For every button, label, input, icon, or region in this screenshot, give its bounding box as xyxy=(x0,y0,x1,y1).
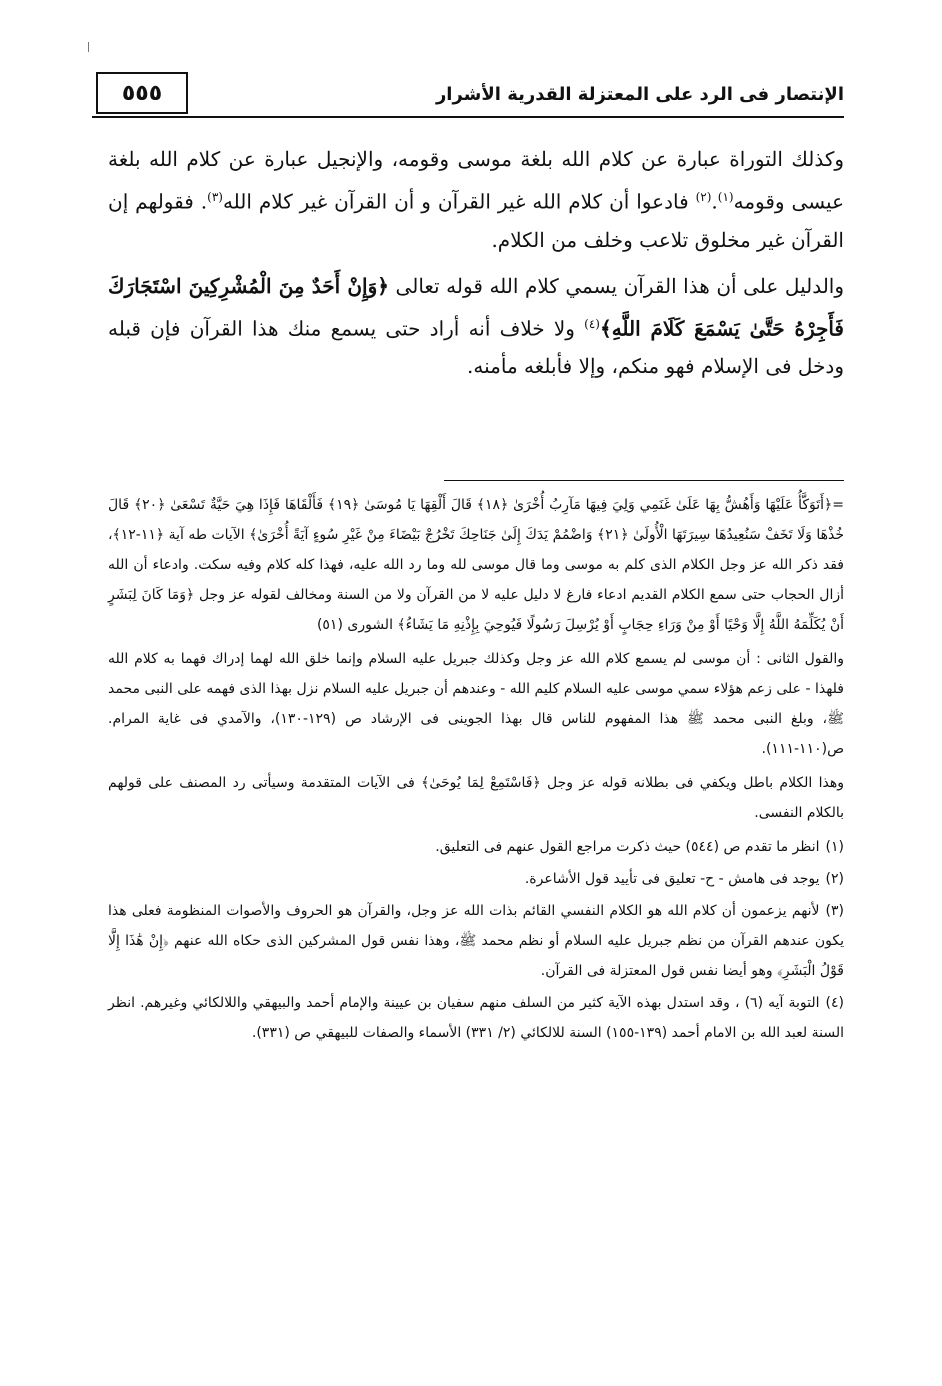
footnote-continuation-1: =﴿أَتَوَكَّأُ عَلَيْهَا وَأَهُشُّ بِهَا عَلَىٰ غَنَمِي وَلِيَ فِيهَا مَآرِبُ أُخْرَىٰ ﴿١٨﴾ قَالَ أَلْقِهَا يَا مُوسَىٰ ﴿١٩﴾ فَأَلْقَاهَا فَإِذَا هِيَ حَيَّةٌ تَسْعَىٰ ﴿٢٠﴾ قَالَ خُذْهَا وَلَا تَخَفْ سَنُعِيدُهَا سِيرَتَهَا الْأُولَىٰ ﴿٢١﴾ وَاضْمُمْ يَدَكَ إِلَىٰ جَنَاحِكَ تَخْرُجْ بَيْضَاءَ مِنْ غَيْرِ سُوءٍ آيَةً أُخْرَىٰ﴾ الآيات طه آية ﴿١١-١٢﴾، فقد ذكر الله عز وجل الكلام الذى كلم به موسى وما قال موسى لله وما رد الله عليه، فهذا كله كلام وفيه سكت. وادعاء أن الله أزال الحجاب حتى سمع الكلام القديم ادعاء فارغ لا دليل عليه لا من القرآن ولا من السنة ومخالف لقوله عز وجل ﴿وَمَا كَانَ لِبَشَرٍ أَنْ يُكَلِّمَهُ اللَّهُ إِلَّا وَحْيًا أَوْ مِنْ وَرَاءِ حِجَابٍ أَوْ يُرْسِلَ رَسُولًا فَيُوحِيَ بِإِذْنِهِ مَا يَشَاءُ﴾ الشورى (٥١) xyxy=(108,497,844,633)
footnote-ref-3: (٣) xyxy=(207,190,223,204)
header-rule xyxy=(92,116,844,118)
footnote-2-number: (٢) xyxy=(825,871,844,887)
footnote-2-text: يوجد فى هامش - ح- تعليق فى تأييد قول الأشاعرة. xyxy=(524,871,820,887)
footnote-3 xyxy=(108,896,844,986)
paragraph-2 xyxy=(108,267,844,386)
footnote-1-text: انظر ما تقدم ص (٥٤٤) حيث ذكرت مراجع القول عنهم فى التعليق. xyxy=(435,839,820,855)
footnote-ref-1: (١) xyxy=(717,190,734,204)
footnote-4 xyxy=(108,988,844,1048)
footnote-2 xyxy=(108,864,844,894)
page-number-box xyxy=(96,72,188,114)
footnote-continuation-3: وهذا الكلام باطل ويكفي فى بطلانه قوله عز وجل ﴿فَاسْتَمِعْ لِمَا يُوحَىٰ﴾ فى الآيات المتقدمة وسيأتى رد المصنف على قولهم بالكلام النفسى. xyxy=(108,775,844,821)
footnote-4-number: (٤) xyxy=(825,995,845,1011)
scan-mark xyxy=(88,42,89,52)
footnote-1 xyxy=(108,832,844,862)
paragraph-1-text-3: . فقولهم إن القرآن غير مخلوق تلاعب وخلف من الكلام. xyxy=(108,189,844,252)
footnote-4-text: التوبة آيه (٦) ، وقد استدل بهذه الآية كثير من السلف منهم سفيان بن عيينة والإمام أحمد والبيهقي واللالكائي وغيرهم. انظر السنة لعبد الله بن الامام أحمد (١٣٩-١٥٥) السنة للالكائي (٢/ ٣٣١) الأسماء والصفات للبيهقي ص (٣٣١). xyxy=(108,995,844,1041)
page-number: ٥٥٥ xyxy=(121,80,163,106)
footnote-ref-4: (٤) xyxy=(584,316,600,331)
footnote-3-number: (٣) xyxy=(825,903,844,919)
quran-verse: ﴿وَإِنْ أَحَدٌ مِنَ الْمُشْرِكِينَ اسْتَجَارَكَ فَأَجِرْهُ حَتَّىٰ يَسْمَعَ كَلَامَ اللَّهِ﴾ xyxy=(108,273,844,341)
page-header xyxy=(92,72,844,124)
footnotes xyxy=(108,490,844,1048)
running-title: الإنتصار فى الرد على المعتزلة القدرية الأشرار xyxy=(435,84,844,105)
footnote-ref-2: (٢) xyxy=(695,190,712,204)
paragraph-1: وكذلك التوراة عبارة عن كلام الله بلغة موسى وقومه، والإنجيل عبارة عن كلام الله بلغة عيسى وقومه$^{(١)}$.$^{(٢)}$ فادعوا أن كلام الله غير القرآن و أن القرآن غير كلام الله$^{(٣)}$. فقولهم إن القرآن غير مخلوق تلاعب وخلف من الكلام. xyxy=(108,147,845,252)
footnote-3-text: لأنهم يزعمون أن كلام الله هو الكلام النفسي القائم بذات الله عز وجل، والقرآن هو الحروف والأصوات المنظومة فعلى هذا يكون عندهم القرآن من نظم جبريل عليه السلام أو نظم محمد ﷺ، وهذا نفس قول المشركين الذى حكاه الله عنهم ﴿إِنْ هَٰذَا إِلَّا قَوْلُ الْبَشَرِ﴾ وهو أيضا نفس قول المعتزلة فى القرآن. xyxy=(108,903,844,979)
footnote-separator xyxy=(444,480,844,481)
paragraph-2-text: والدليل على أن هذا القرآن يسمي كلام الله قوله تعالى xyxy=(389,273,845,298)
paragraph-1-text-2: فادعوا أن كلام الله غير القرآن و أن القرآن غير كلام الله xyxy=(222,189,696,214)
paragraph-2-text-2: ولا خلاف أنه أراد حتى يسمع منك هذا القرآن فإن قبله ودخل فى الإسلام فهو منكم، وإلا فأبلغه مأمنه. xyxy=(108,316,844,379)
footnote-1-number: (١) xyxy=(825,839,844,855)
main-text xyxy=(108,140,844,393)
footnote-continuation-2: والقول الثانى : أن موسى لم يسمع كلام الله عز وجل وكذلك جبريل عليه السلام وإنما خلق الله لهما إدراك فهما به كلام الله فلهذا - على زعم هؤلاء سمي موسى عليه السلام كليم الله - وعندهم أن جبريل عليه السلام نزل بهذا الذى فهمه على النبى محمد ﷺ، وبلغ النبى محمد ﷺ هذا المفهوم للناس قال بهذا الجوينى فى الإرشاد ص (١٢٩-١٣٠)، والآمدي فى غاية المرام. ص(١١٠-١١١). xyxy=(108,651,844,757)
paragraph-1-text: وكذلك التوراة عبارة عن كلام الله بلغة موسى وقومه، والإنجيل عبارة عن كلام الله بلغة عيسى وقومه xyxy=(108,147,845,214)
